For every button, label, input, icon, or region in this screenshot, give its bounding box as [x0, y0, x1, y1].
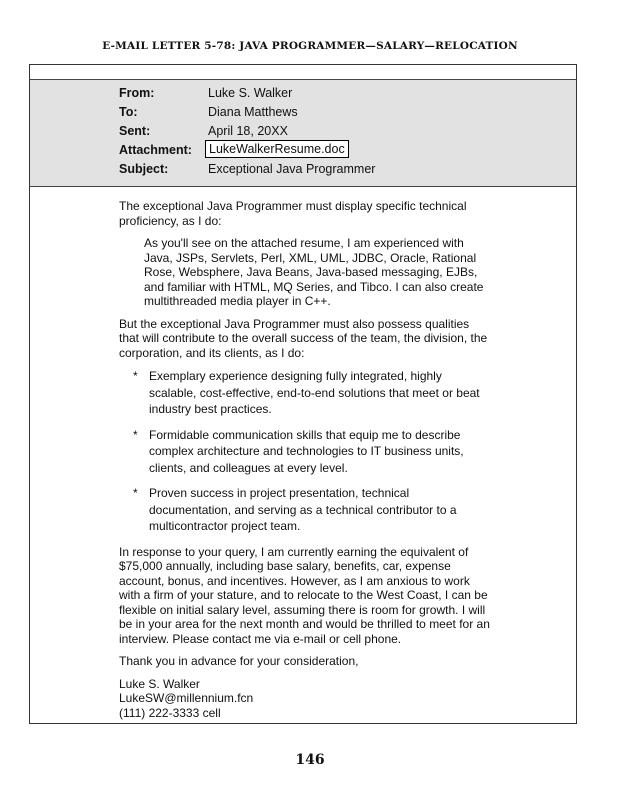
qualities-list	[119, 368, 491, 535]
page-title: E-MAIL LETTER 5-78: JAVA PROGRAMMER—SALARY—RELOCATION	[102, 40, 518, 52]
closing-line: Thank you in advance for your consideration,	[119, 654, 359, 668]
bullet-star: *	[133, 486, 138, 500]
signature-phone: (111) 222-3333 cell	[119, 705, 221, 720]
intro-paragraph: The exceptional Java Programmer must display specific technical proficiency, as I do:	[119, 199, 467, 228]
to-label: To:	[119, 105, 138, 119]
email-frame	[29, 64, 577, 724]
sent-label: Sent:	[119, 124, 151, 138]
sent-value: April 18, 20XX	[208, 124, 288, 138]
bullet-star: *	[133, 369, 138, 383]
salary-paragraph: In response to your query, I am currently earning the equivalent of $75,000 annually, including base salary, benefits, car, expense account, bonus, and incentives. However, as I am anxious to work with a firm of your stature, and to relocate to the West Coast, I can be flexible on initial salary level, assuming there is room for growth. I will be in your area for the next month and would be thrilled to meet for an interview. Please contact me via e-mail or cell phone.	[119, 544, 490, 646]
list-item: * Exemplary experience designing fully integrated, highly scalable, cost-effective, end-to-end solutions that meet or beat industry best practices.	[133, 369, 480, 416]
skills-paragraph: As you'll see on the attached resume, I am experienced with Java, JSPs, Servlets, Perl, XML, UML, JDBC, Oracle, Rational Rose, Websphere, Java Beans, Java-based messaging, EJBs, and familiar with HTML, MQ Series, and Tibco. I can also create multithreaded media player in C++.	[144, 236, 484, 308]
subject-label: Subject:	[119, 162, 169, 176]
page-number: 146	[295, 752, 325, 768]
email-body	[119, 199, 491, 720]
bullet-star: *	[133, 427, 138, 442]
subject-value: Exceptional Java Programmer	[208, 162, 376, 176]
list-item: * Formidable communication skills that equip me to describe complex architecture and technologies to IT business units, clients, and colleagues at every level.	[133, 427, 464, 475]
attachment-file[interactable]: LukeWalkerResume.doc	[205, 140, 349, 158]
signature-block	[119, 677, 491, 721]
to-value: Diana Matthews	[208, 105, 298, 119]
list-item: * Proven success in project presentation, technical documentation, and serving as a technical contributor to a multicontractor project team.	[133, 486, 457, 533]
attachment-label: Attachment:	[119, 143, 192, 157]
email-header	[30, 79, 576, 187]
qualities-paragraph: But the exceptional Java Programmer must also possess qualities that will contribute to the overall success of the team, the division, the corporation, and its clients, as I do:	[119, 316, 488, 360]
signature-name: Luke S. Walker	[119, 676, 200, 691]
signature-email[interactable]: LukeSW@millennium.fcn	[119, 691, 254, 705]
from-label: From:	[119, 86, 155, 100]
from-value: Luke S. Walker	[208, 86, 293, 100]
